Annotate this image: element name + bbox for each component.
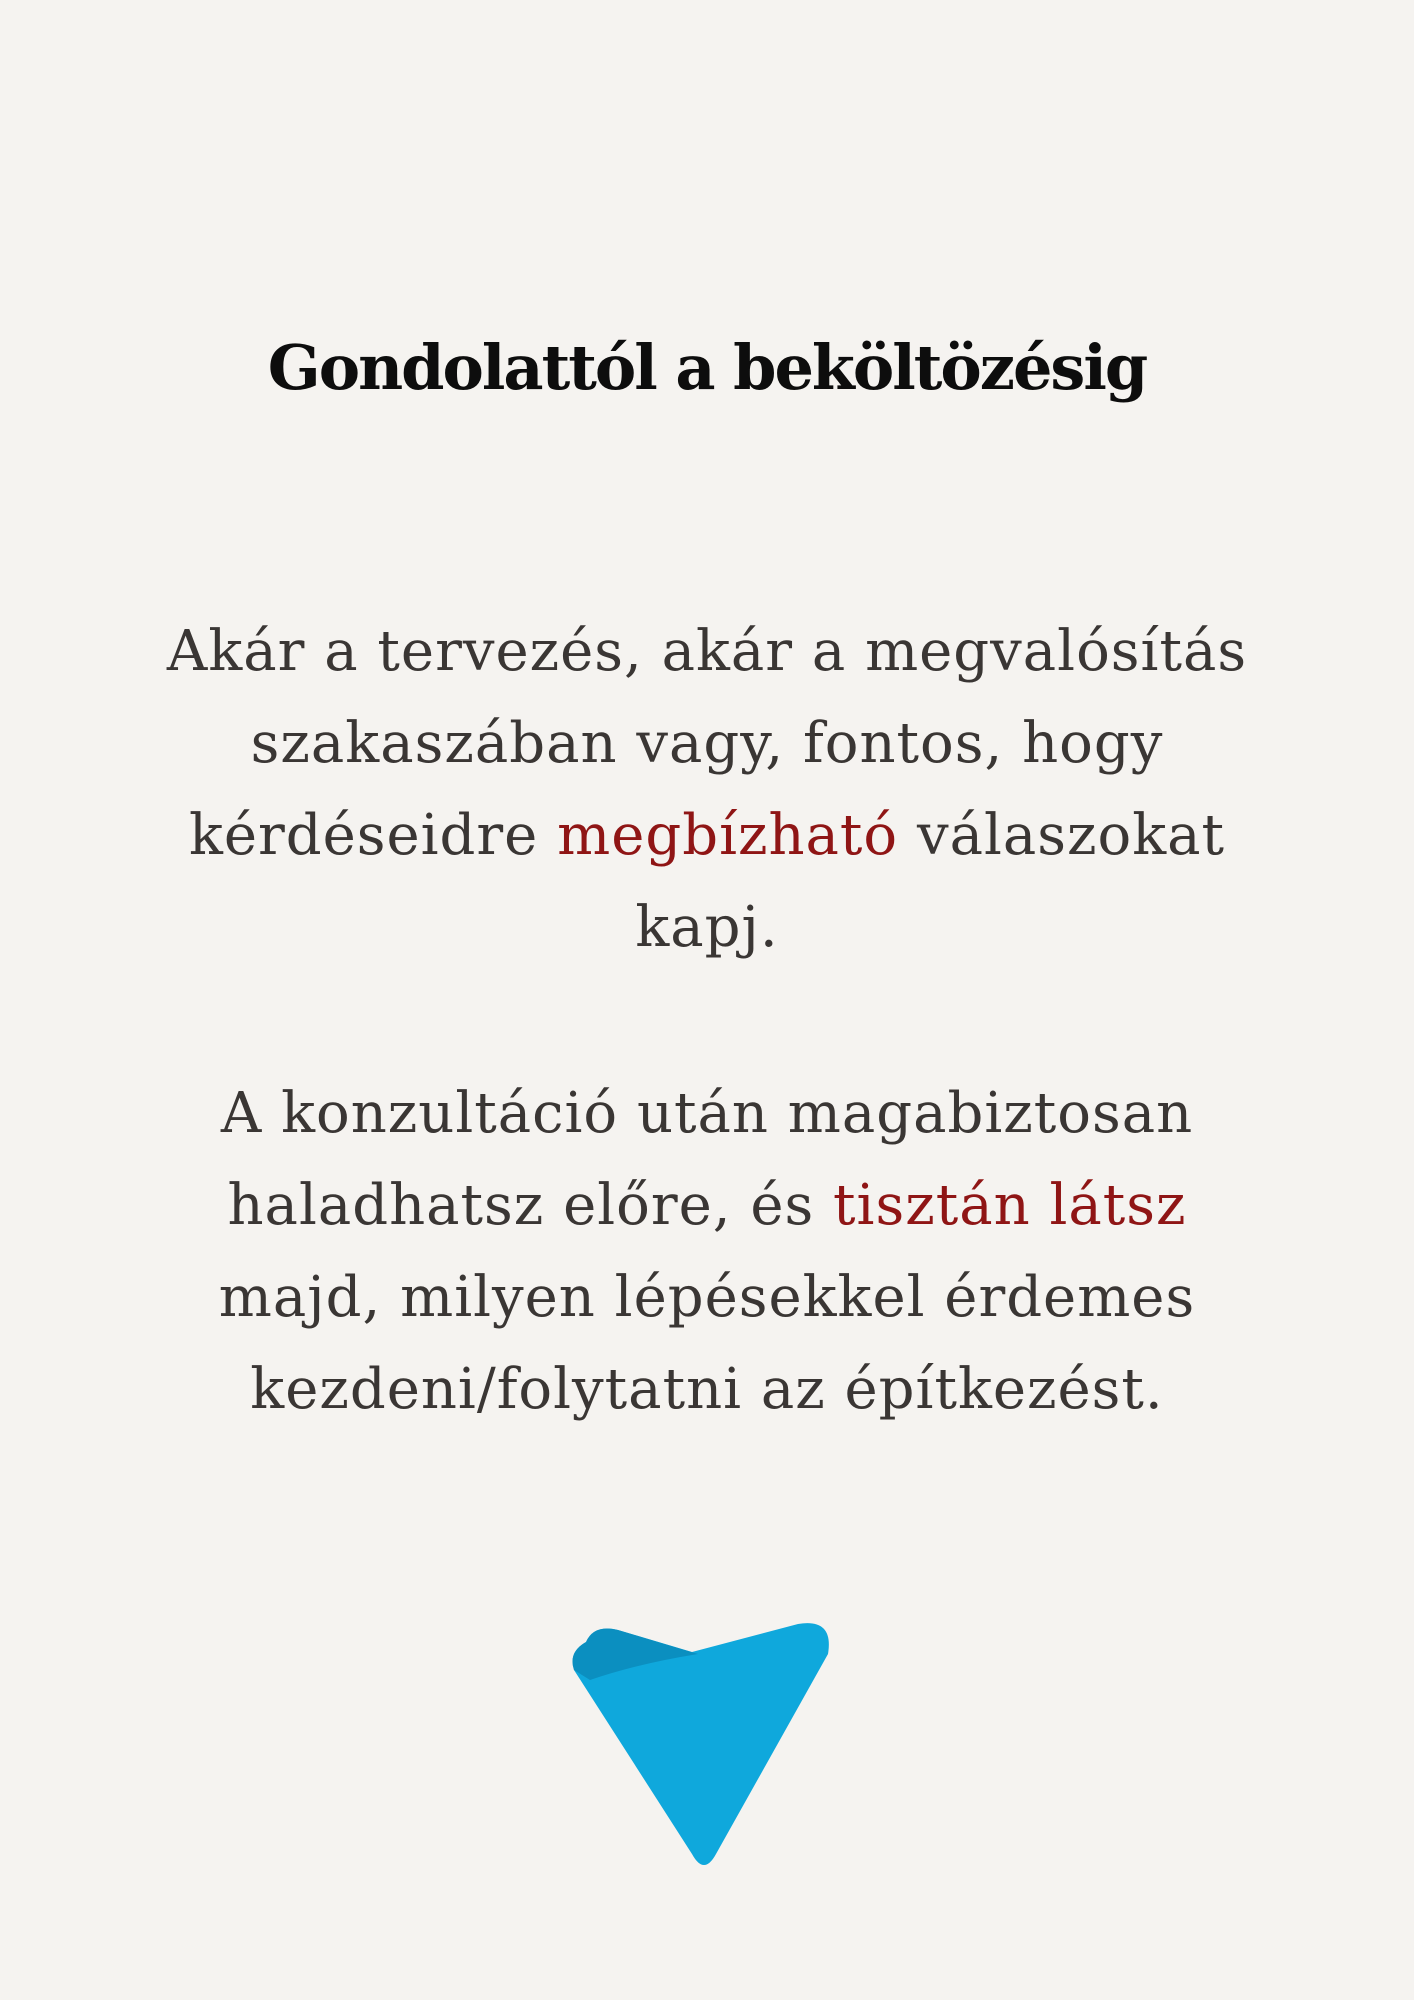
highlight-reliable: megbízható	[557, 803, 899, 868]
page-title: Gondolattól a beköltözésig	[267, 331, 1147, 404]
intro-line-2: szakaszában vagy, fontos, hogy	[250, 711, 1164, 776]
intro-paragraph	[60, 606, 1354, 974]
intro-line-3-start: kérdéseidre	[188, 803, 558, 868]
intro-line-4: kapj.	[635, 895, 779, 960]
consultation-line-4: kezdeni/folytatni az építkezést.	[250, 1357, 1164, 1422]
consultation-line-3: majd, milyen lépésekkel érdemes	[218, 1265, 1196, 1330]
intro-line-1: Akár a tervezés, akár a megvalósítás	[166, 619, 1248, 684]
consultation-line-1: A konzultáció után magabiztosan	[220, 1081, 1194, 1146]
intro-line-3-end: válaszokat	[898, 803, 1226, 868]
consultation-line-2-start: haladhatsz előre, és	[227, 1173, 834, 1238]
highlight-clear-view: tisztán látsz	[833, 1173, 1187, 1238]
consultation-paragraph	[60, 1068, 1354, 1436]
blue-triangle-logo-icon	[566, 1620, 846, 1875]
